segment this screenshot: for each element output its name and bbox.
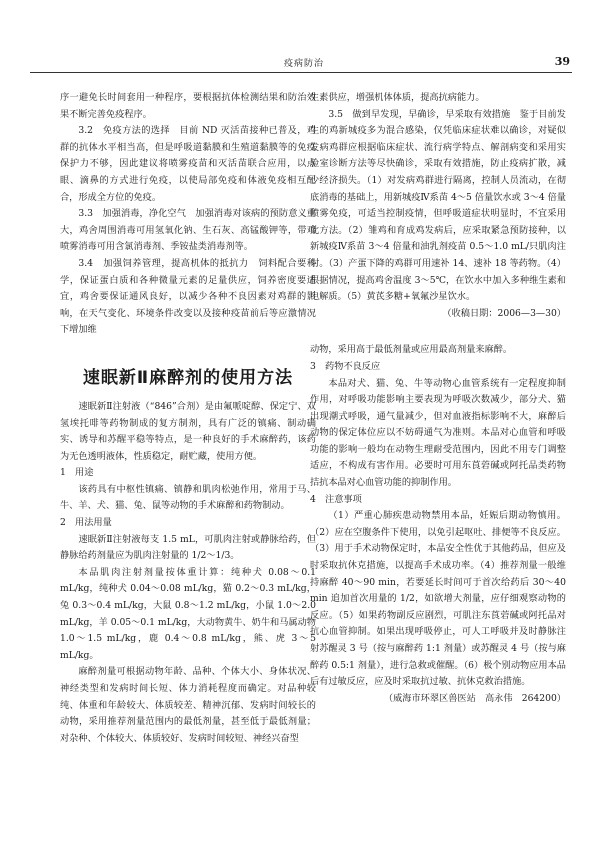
paragraph-3-4: 3.4 加强饲养管理，提高机体的抵抗力 饲料配合要科学，保证蛋白质和各种微量元素的足量供应，饲养密度要适宜，鸡舍要保证通风良好，以减少各种不良因素对鸡群的影响，在天气变化、环境条件改变以及接种疫苗前后等应激情况下增加维 (60, 257, 316, 336)
dosage-paragraph-2: 本品肌肉注射剂量按体重计算：纯种犬 0.08～0.1 mL/kg，纯种犬 0.04～0.08 mL/kg，猫 0.2～0.3 mL/kg，兔 0.3～0.4 mL/kg，大鼠 0.8～1.2 mL/kg，小鼠 1.0～2.0 mL/kg，羊 0.05～0.1 mL/kg，大动物黄牛、奶牛和马属动物 1.0～1.5 mL/kg，鹿 0.4～0.8 mL/kg，熊、虎 3～5 mL/kg。 (60, 566, 316, 661)
section-name: 疫病防治 (284, 59, 325, 69)
column-spacer (310, 322, 566, 342)
paragraph-continuation: 生素供应，增强机体体质，提高抗病能力。 (310, 92, 485, 103)
precautions-body: （1）严重心肺疾患动物禁用本品，妊娠后期动物慎用。（2）应在空腹条件下使用，以免引起呕吐、排便等不良反应。（3）用于手术动物保定时，本品安全性优于其他药品，但应及时采取抗休克措施，以提高手术成功率。（4）推荐剂量一般维持麻醉 40～90 min，若要延长时间可于首次给药后 30～40 min 追加首次用量的 1/2，如欲增大剂量，应仔细观察动物的反应。（5）如果药物副反应剧烈，可肌注东莨菪碱或阿托品对抗心血管抑制。如果出现呼吸停止，可人工呼吸并及时静脉注射苏醒灵 3 号（按与麻醉药 1:1 剂量）或苏醒灵 4 号（按与麻醉药 0.5:1 剂量），进行急救或催醒。（6）极个别动物应用本品后有过敏反应，应及时采取抗过敏、抗休克救治措施。 (310, 510, 566, 688)
section-heading-dosage: 2 用法用量 (60, 517, 112, 529)
dosage-paragraph-1: 速眠新Ⅱ注射液每支 1.5 mL，可肌肉注射或静脉给药，但静脉给药剂量应为肌肉注射量的 1/2～1/3。 (60, 533, 316, 562)
paragraph-3-5: 3.5 做到早发现，早确诊，早采取有效措施 鉴于目前发生的鸡新城疫多为混合感染，仅凭临床症状难以确诊，对疑似发病鸡群应根据临床症状、流行病学特点、解剖病变和采用实验室诊断方法等尽快确诊，采取有效措施，防止疫病扩散，减少经济损失。（1）对发病鸡群进行隔离，控制人员流动，在彻底消毒的基础上，用新城疫Ⅳ系苗 4～5 倍量饮水或 3～4 倍量喷雾免疫，可适当控制疫情，但呼吸道症状明显时，不宜采用此方法。（2）雏鸡和育成鸡发病后，应采取紧急预防接种，以新城疫Ⅳ系苗 3～4 倍量和油乳剂疫苗 0.5～1.0 mL/只肌肉注射。（3）产蛋下降的鸡群可用速补 14、速补 18 等药物。（4）根据情况，提高鸡舍温度 3～5℃，在饮水中加入多种维生素和电解质。（5）黄芪多糖+氧氟沙星饮水。 (310, 108, 566, 303)
adverse-body: 本品对犬、猫、兔、牛等动物心血管系统有一定程度抑制作用，对呼吸功能影响主要表现为呼吸次数减少，部分犬、猫出现潮式呼吸，通气量减少，但对血液指标影响不大，麻醉后动物的保定体位应以不妨碍通气为准则。本品对心血管和呼吸功能的影响一般均在动物生理耐受范围内，因此不用专门调整适应，不构成有害作用。必要时可用东莨菪碱或阿托品类药物拮抗本品对心血管功能的抑制作用。 (310, 377, 566, 489)
dosage-paragraph-3: 麻醉剂量可根据动物年龄、品种、个体大小、身体状况、神经类型和发病时间长短、体力消耗程度而确定。对品种较纯、体重和年龄较大、体质较差、精神沉郁、发病时间较长的动物，采用推荐剂量范围内的最低剂量，甚至低于最低剂量；对杂种、个体较大、体质较好、发病时间较短、神经兴奋型 (60, 666, 316, 744)
paragraph-3-3: 3.3 加强消毒，净化空气 加强消毒对该病的预防意义重大，鸡舍周围消毒可用氢氧化钠、生石灰、高锰酸钾等，带鸡喷雾消毒可用含氯消毒剂、季铵盐类消毒剂等。 (60, 208, 316, 253)
running-header (30, 54, 572, 73)
article-continuation: 动物，采用高于最低剂量或应用最高剂量来麻醉。 (310, 344, 513, 356)
article-title: 速眠新Ⅱ麻醉剂的使用方法 (82, 367, 294, 388)
section-heading-adverse: 3 药物不良反应 (310, 360, 381, 372)
right-column (310, 90, 566, 707)
section-heading-precautions: 4 注意事项 (310, 493, 362, 505)
received-date: （收稿日期：2006—3—30） (442, 307, 566, 319)
article-intro: 速眠新Ⅱ注射液（“846”合剂）是由氟哌啶醇、保定宁、双氢埃托啡等药物制成的复方制剂，具有广泛的镇痛、制动确实、诱导和苏醒平稳等特点，是一种良好的手术麻醉药，该药为无色透明液体，性质稳定，耐贮藏，使用方便。 (60, 400, 316, 462)
author-signoff: （威海市环翠区兽医站 高永伟 264200） (383, 692, 566, 704)
paragraph-continuation: 序一避免长时间套用一种程序，要根据抗体检测结果和防治效果不断完善免疫程序。 (60, 92, 316, 120)
usage-body: 该药具有中枢性镇痛、镇静和肌肉松弛作用，常用于马、牛、羊、犬、猫、兔、鼠等动物的手术麻醉和药物制动。 (60, 483, 316, 512)
paragraph-3-2: 3.2 免疫方法的选择 目前 ND 灭活苗接种已普及，鸡群的抗体水平相当高，但是呼吸道黏膜和生殖道黏膜等的免疫保护力不够，因此建议将喷雾疫苗和灭活苗联合应用，以点眼、滴鼻的方式进行免疫，以使局部免疫和体液免疫相互配合，形成全方位的免疫。 (60, 125, 316, 203)
page-number: 39 (554, 55, 570, 68)
section-heading-usage: 1 用途 (60, 467, 94, 479)
left-column (60, 90, 316, 747)
